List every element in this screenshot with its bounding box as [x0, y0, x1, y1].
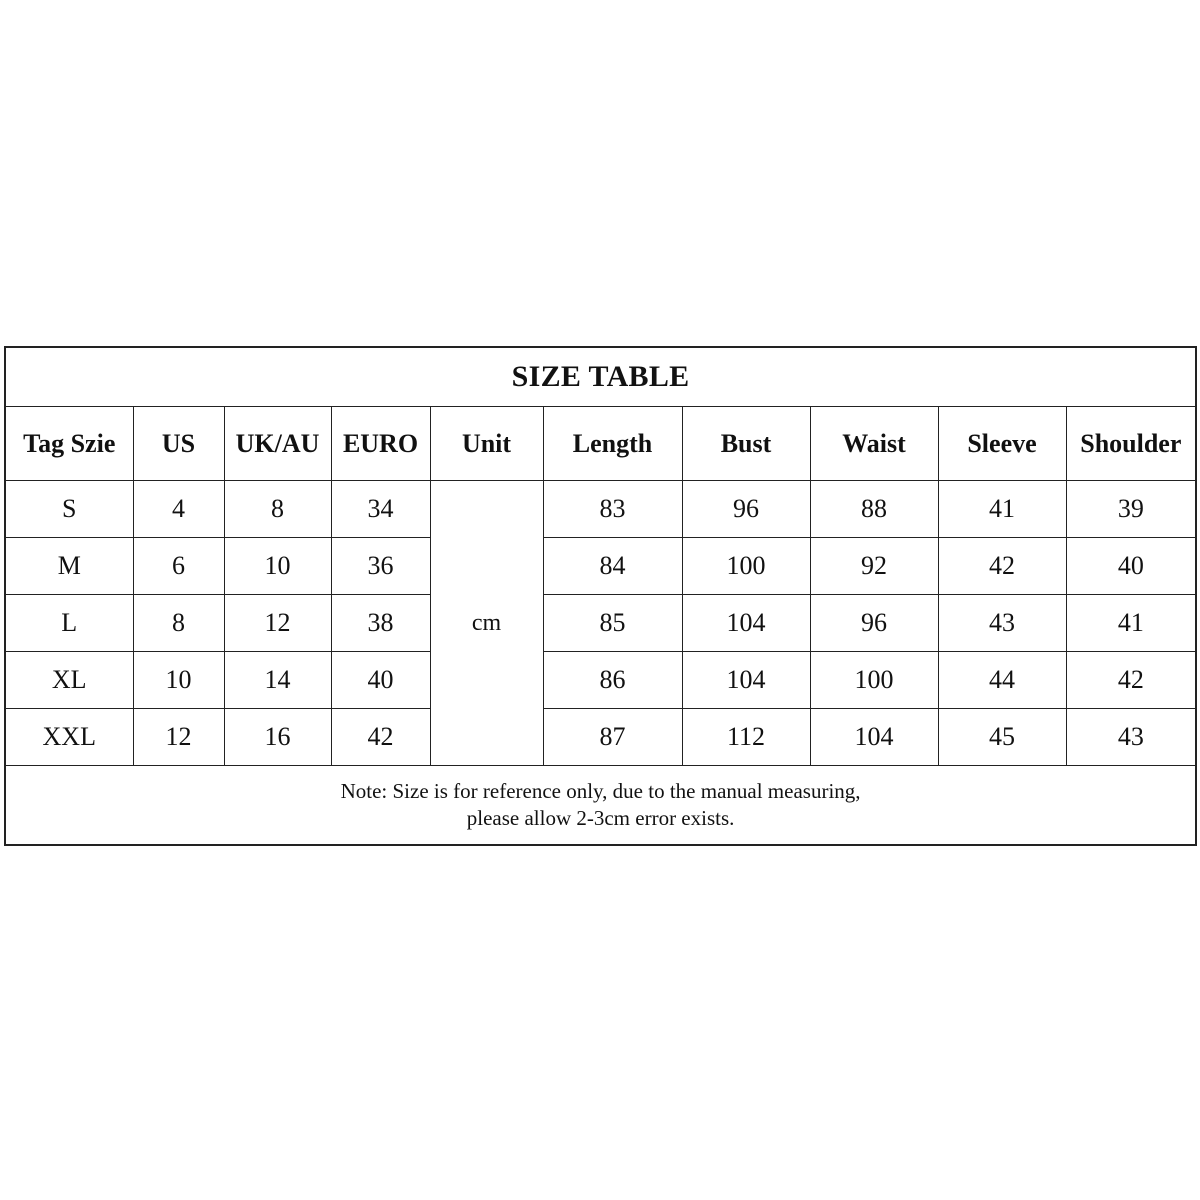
- cell-tag: XXL: [5, 709, 133, 766]
- header-length: Length: [543, 407, 682, 481]
- table-row: [5, 652, 1196, 709]
- cell-us: 6: [133, 538, 224, 595]
- cell-sleeve: 43: [938, 595, 1066, 652]
- cell-length: 87: [543, 709, 682, 766]
- note-line-2: please allow 2-3cm error exists.: [466, 806, 735, 830]
- cell-tag: L: [5, 595, 133, 652]
- cell-waist: 96: [810, 595, 938, 652]
- cell-us: 4: [133, 481, 224, 538]
- cell-bust: 104: [682, 652, 810, 709]
- cell-shoulder: 42: [1066, 652, 1196, 709]
- cell-shoulder: 41: [1066, 595, 1196, 652]
- header-bust: Bust: [682, 407, 810, 481]
- header-us: US: [133, 407, 224, 481]
- cell-sleeve: 45: [938, 709, 1066, 766]
- cell-euro: 42: [331, 709, 430, 766]
- cell-euro: 36: [331, 538, 430, 595]
- cell-waist: 92: [810, 538, 938, 595]
- cell-sleeve: 44: [938, 652, 1066, 709]
- header-tag-size: Tag Szie: [5, 407, 133, 481]
- cell-tag: S: [5, 481, 133, 538]
- cell-uk-au: 8: [224, 481, 331, 538]
- cell-shoulder: 40: [1066, 538, 1196, 595]
- cell-euro: 40: [331, 652, 430, 709]
- cell-us: 8: [133, 595, 224, 652]
- cell-tag: XL: [5, 652, 133, 709]
- cell-bust: 112: [682, 709, 810, 766]
- cell-length: 83: [543, 481, 682, 538]
- table-title: SIZE TABLE: [5, 347, 1196, 407]
- cell-length: 85: [543, 595, 682, 652]
- note-row: [5, 766, 1196, 846]
- cell-bust: 96: [682, 481, 810, 538]
- table-row: [5, 709, 1196, 766]
- cell-shoulder: 43: [1066, 709, 1196, 766]
- size-table: [4, 346, 1197, 846]
- header-unit: Unit: [430, 407, 543, 481]
- header-uk-au: UK/AU: [224, 407, 331, 481]
- cell-uk-au: 10: [224, 538, 331, 595]
- cell-unit: cm: [430, 481, 543, 766]
- cell-uk-au: 16: [224, 709, 331, 766]
- cell-waist: 88: [810, 481, 938, 538]
- header-row: [5, 407, 1196, 481]
- cell-length: 86: [543, 652, 682, 709]
- cell-length: 84: [543, 538, 682, 595]
- cell-waist: 100: [810, 652, 938, 709]
- cell-euro: 38: [331, 595, 430, 652]
- cell-uk-au: 14: [224, 652, 331, 709]
- note-line-1: Note: Size is for reference only, due to the manual measuring,: [340, 779, 861, 803]
- cell-sleeve: 41: [938, 481, 1066, 538]
- cell-bust: 104: [682, 595, 810, 652]
- cell-uk-au: 12: [224, 595, 331, 652]
- size-note: [5, 766, 1196, 846]
- title-row: [5, 347, 1196, 407]
- table-row: [5, 481, 1196, 538]
- header-euro: EURO: [331, 407, 430, 481]
- table-row: [5, 595, 1196, 652]
- cell-waist: 104: [810, 709, 938, 766]
- cell-sleeve: 42: [938, 538, 1066, 595]
- cell-euro: 34: [331, 481, 430, 538]
- cell-bust: 100: [682, 538, 810, 595]
- table-row: [5, 538, 1196, 595]
- cell-us: 12: [133, 709, 224, 766]
- cell-us: 10: [133, 652, 224, 709]
- header-waist: Waist: [810, 407, 938, 481]
- cell-shoulder: 39: [1066, 481, 1196, 538]
- cell-tag: M: [5, 538, 133, 595]
- header-sleeve: Sleeve: [938, 407, 1066, 481]
- header-shoulder: Shoulder: [1066, 407, 1196, 481]
